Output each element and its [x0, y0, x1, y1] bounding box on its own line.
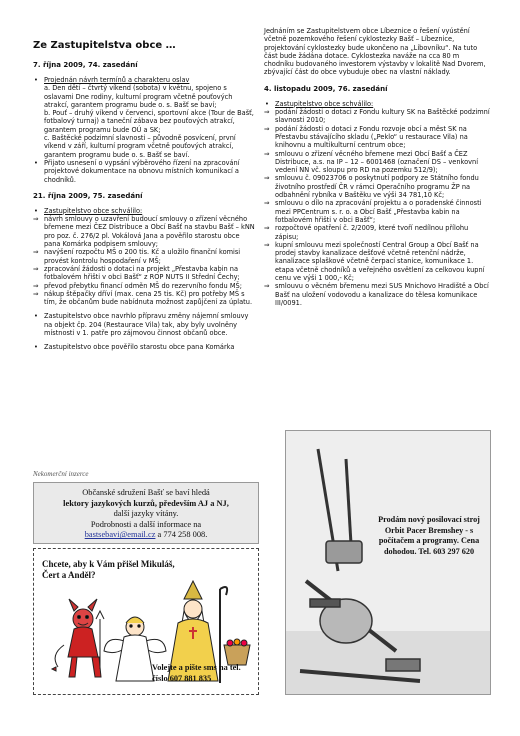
list-item: ⇒ podání žádosti o dotaci z Fondu kultury SK na Baštěcké podzimní slavnosti 2010; — [264, 108, 490, 125]
session-76-heading: 4. listopadu 2009, 76. zasedání — [264, 84, 388, 93]
list-item: c. Baštěcké podzimní slavnosti – původně posvícení, první víkend v září, kulturní program včetně pouťových atrakcí, garantem programu bude o. s. Bašť se baví. — [44, 134, 236, 159]
elliptical-trainer-image — [286, 431, 490, 694]
list-item: ⇒ převod přebytku financí odměn MŠ do rezervního fondu MŠ; — [33, 282, 255, 290]
list-item: ⇒ navýšení rozpočtu MŠ o 200 tis. Kč a uložilo finanční komisi provést kontrolu hospodaření v MŠ; — [33, 248, 255, 265]
mikulas-contact: Volejte a pište sms na tel. číslo 607 881 835 — [152, 663, 241, 683]
mikulas-ad — [33, 548, 259, 695]
list-item: ⇒ rozpočtové opatření č. 2/2009, které tvoří nedílnou přílohu zápisu; — [264, 224, 490, 241]
ad-contact — [34, 530, 258, 541]
list-item: ⇒ smlouvu o věcném břemenu mezi SUS Mnichovo Hradiště a Obcí Bašť na uložení vodovodu a kanalizace do tělesa komunikace III/0091. — [264, 282, 490, 307]
list-item: a. Den dětí – čtvrtý víkend (sobota) v květnu, spojeno s oslavami Dne rodiny, kulturní program včetně pouťových atrakcí, garantem programu bude o. s. Bašť se baví; — [44, 84, 233, 109]
ad-line: Občanské sdružení Bašť se baví hledá — [82, 488, 210, 497]
list-item: • Přijato usnesení o vypsání výběrového řízení na zpracování projektové dokumentace na obnovu místních komunikací a chodníků. — [33, 159, 255, 184]
list-item: ⇒ nákup štěpačky dříví (max. cena 25 tis. Kč) pro potřeby MŠ s tím, že občanům bude nabídnuta možnost zapůjčení za úplatu. — [33, 290, 255, 307]
trainer-ad — [285, 430, 491, 695]
list-item: ⇒ smlouvu o zřízení věcného břemene mezi Obcí Bašť a ČEZ Distribuce, a.s. na IP – 12 – 6001468 (označení DS – venkovní vedení NN vč. sloupu pro RD na pozemku 512/9); — [264, 150, 490, 175]
ad-line: lektory jazykových kurzů, především AJ a NJ, — [63, 498, 229, 508]
cycle-path-text: Jednáním se Zastupitelstvem obce Líbeznice o řešení vyústění včetně pozemkového řešení cyklostezky Bašť – Líbeznice, projektování cyklostezky bude ukončeno na „Líbovníku“. Na tuto část bude žádána dotace. Cyklostezka naváže na cca 80 m chodníku budovaného investorem výstavby v lokalitě Nad Dvorem, zbývající část do obce vybuduje obec na vlastní náklady. — [264, 27, 486, 77]
devil-figure — [52, 599, 104, 677]
list-item: ⇒ smlouvu o dílo na zpracování projektu a o poradenské činnosti mezi PPCentrum s. r. o. a Obcí Bašť „Přestavba kabin na fotbalovém hřišti v obci Bašť“; — [264, 199, 490, 224]
authorized-text: • Zastupitelstvo obce pověřilo starostu obce pana Komárka — [33, 343, 255, 351]
page-title: Ze Zastupitelstva obce … — [33, 40, 176, 51]
list-item: ⇒ kupní smlouvu mezi společností Central Group a Obcí Bašť na prodej stavby kanalizace dešťové včetně retenční nádrže, kanalizace splaškové včetně čerpací stanice, komunikace 1. etapa včetně chodníků a veřejného osvětlení za celkovou kupní cenu ve výši 1 000,- Kč; — [264, 241, 490, 282]
list-item: ⇒ podání žádosti o dotaci z Fondu rozvoje obcí a měst SK na Přestavbu stávajícího skladu („Peklo“ u restaurace Vila) na knihovnu a multikulturní centrum obce; — [264, 125, 490, 150]
list-item: • Projednán návrh termínů a charakteru oslav — [33, 76, 255, 84]
list-intro: • Zastupitelstvo obce schválilo: — [33, 207, 255, 215]
list-item: ⇒ zpracování žádosti o dotaci na projekt „Přestavba kabin na fotbalovém hřišti v obci Bašť“ z ROP NUTS II Střední Čechy; — [33, 265, 255, 282]
session-74-heading: 7. října 2009, 74. zasedání — [33, 61, 138, 69]
trainer-text: Prodám nový posilovací stroj Orbit Pacer Bremshey - s počítačem a programy. Cena dohodou. Tel. 603 297 620 — [378, 515, 480, 556]
basket-icon — [224, 639, 250, 665]
ads-header: Nekomerční inzerce — [33, 470, 89, 478]
mikulas-question: Chcete, aby k Vám přišel Mikuláš, Čert a Anděl? — [42, 559, 175, 580]
session-75-heading: 21. října 2009, 75. zasedání — [33, 191, 143, 200]
right-column — [264, 27, 490, 307]
lessons-ad — [33, 482, 259, 544]
ad-line: další jazyky vítány. — [113, 509, 179, 519]
ad-line: Podrobnosti a další informace na — [90, 519, 202, 529]
list-item: ⇒ smlouvu č. 09023706 o poskytnutí podpory ze Státního fondu životního prostředí ČR v rámci Operačního programu ŽP na odbahnění rybníka v Baštěku ve výši 34 781,10 Kč; — [264, 174, 490, 199]
list-item: ⇒ návrh smlouvy o uzavření budoucí smlouvy o zřízení věcného břemene mezi ČEZ Distribuce a Obcí Bašť na stavbu Bašť – kNN pro poz. č. 276/2 pl. Vokálová Jana a pověřilo starostu obce pana Komárka podpisem smlouvy; — [33, 215, 255, 248]
phone-text: a 774 258 008. — [155, 530, 208, 540]
list-intro: • Zastupitelstvo obce schválilo: — [264, 100, 490, 108]
proposal-text: • Zastupitelstvo obce navrhlo přípravu změny nájemní smlouvy na objekt čp. 204 (Restaurace Vila) tak, aby byly uvolněny místnosti v 1. patře pro zájmovou činnost občanů obce. — [33, 312, 255, 337]
email-link[interactable]: bastsebavi@email.cz — [84, 530, 156, 540]
list-item: b. Pouť – druhý víkend v červenci, sportovní akce (Tour de Bašť, fotbalový turnaj) a taneční zábava bez pouťových atrakcí, garantem programu bude OÚ a SK; — [44, 109, 254, 134]
left-column — [33, 40, 255, 352]
